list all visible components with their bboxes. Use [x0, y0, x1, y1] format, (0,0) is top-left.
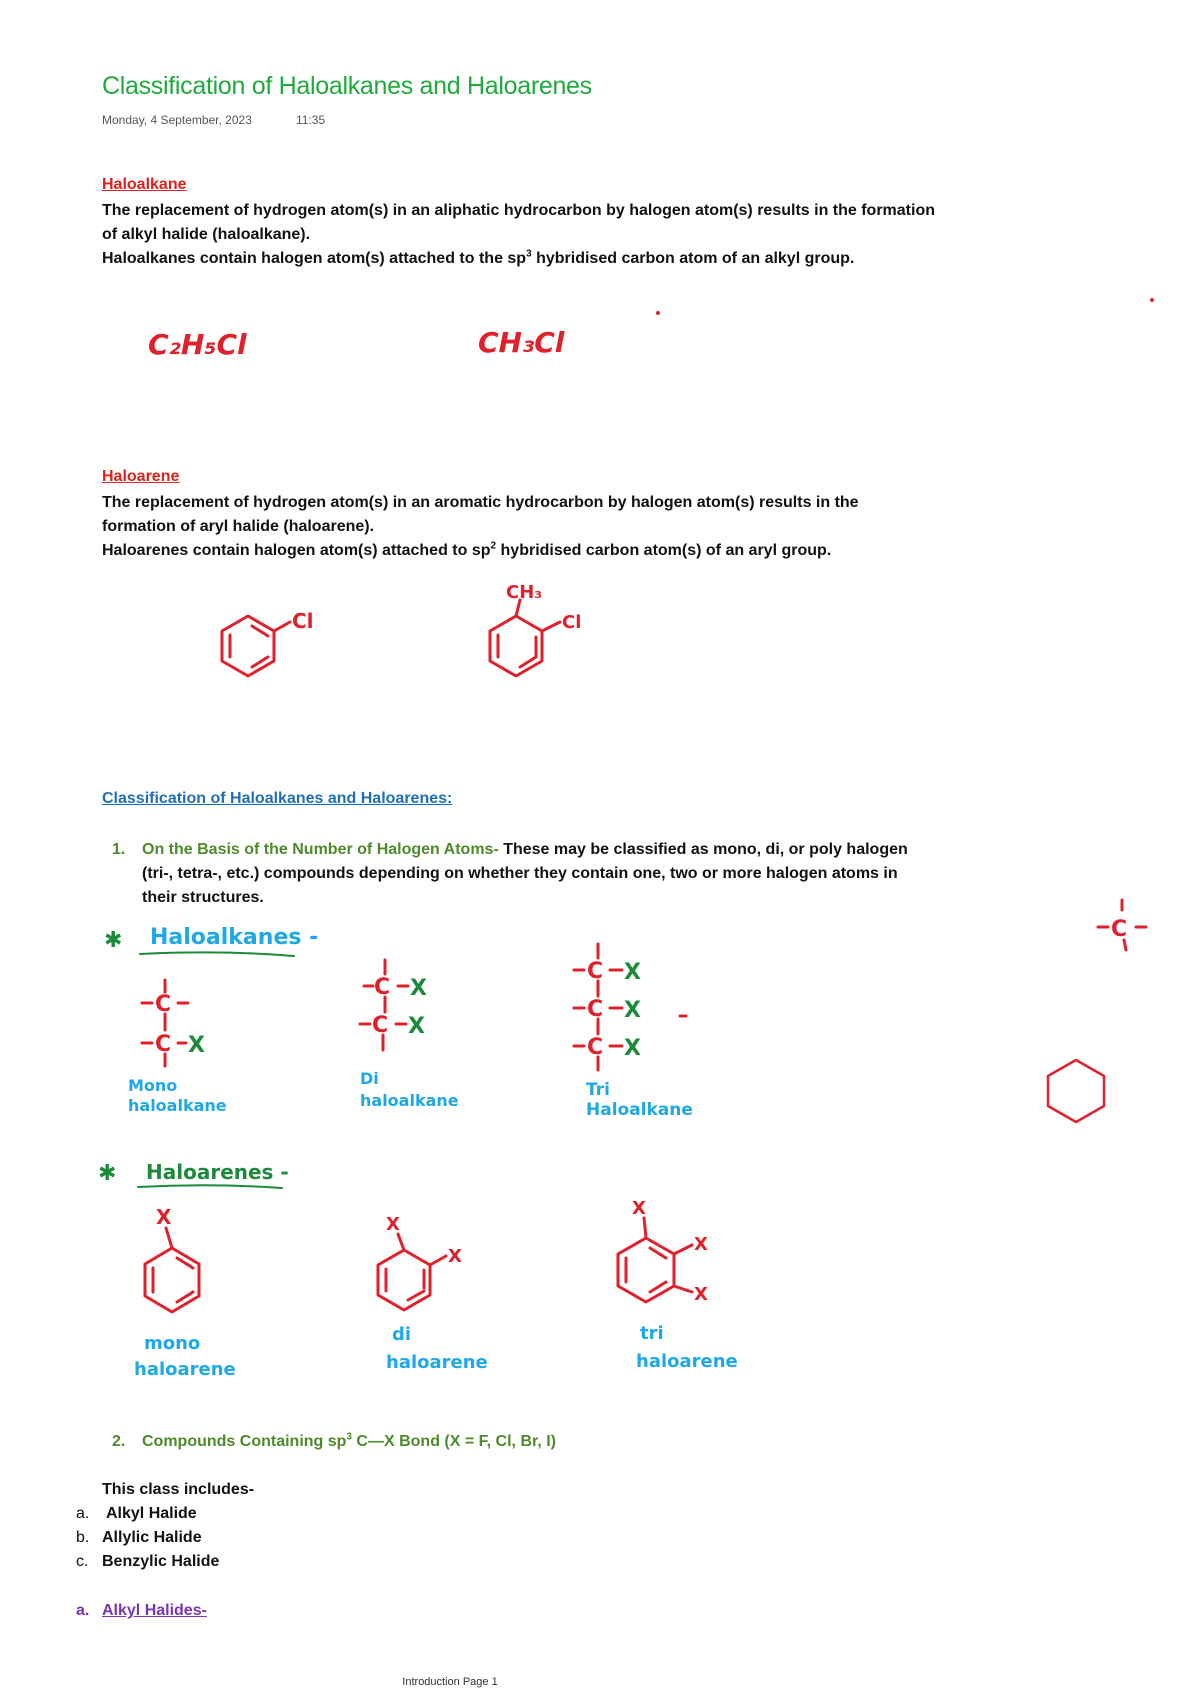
haloalkane-heading: Haloalkane	[102, 176, 187, 193]
item-1-number: 1.	[112, 841, 126, 858]
example-ch3cl: CH₃Cl	[478, 326, 565, 359]
haloalkane-line-1: The replacement of hydrogen atom(s) in an aliphatic hydrocarbon by halogen atom(s) results in the formation	[102, 202, 935, 219]
halogen-x-label: X	[694, 1234, 708, 1255]
item-2-text-a: Compounds Containing sp	[142, 1433, 347, 1450]
list-text: Allylic Halide	[102, 1529, 202, 1546]
halogen-x-label: X	[408, 1014, 425, 1039]
carbon-label: C	[1111, 917, 1128, 942]
item-1-text-1: These may be classified as mono, di, or poly halogen	[498, 841, 908, 858]
bond	[398, 1234, 404, 1250]
label-line: Tri	[586, 1080, 610, 1100]
chlorobenzene-structure	[222, 616, 290, 676]
includes-text: This class includes-	[102, 1481, 255, 1498]
chlorotoluene-structure	[490, 600, 560, 676]
label-line: di	[392, 1324, 412, 1345]
list-marker: c.	[76, 1553, 89, 1570]
halogen-x-label: X	[448, 1246, 462, 1267]
carbon-label: C	[587, 959, 604, 984]
halogen-x-label: X	[188, 1033, 205, 1058]
text-span: Haloarenes contain halogen atom(s) attached to sp	[102, 542, 491, 559]
halogen-x-label: X	[624, 1036, 641, 1061]
label-line: Mono	[128, 1076, 178, 1095]
star-icon: ✱	[104, 928, 123, 953]
cl-label: Cl	[292, 609, 314, 633]
label-line: mono	[144, 1333, 201, 1354]
superscript: 2	[490, 540, 497, 552]
haloalkanes-subheading: Haloalkanes -	[150, 925, 319, 950]
label-line: haloarene	[636, 1351, 738, 1372]
halogen-x-label: X	[632, 1198, 646, 1219]
list-text: Benzylic Halide	[102, 1553, 220, 1570]
text-span: Haloalkanes contain halogen atom(s) attached to the sp	[102, 250, 527, 267]
superscript: 3	[346, 1431, 352, 1443]
page-date: Monday, 4 September, 2023	[102, 113, 252, 127]
list-text: Alkyl Halide	[106, 1505, 197, 1522]
haloalkane-line-2: of alkyl halide (haloalkane).	[102, 226, 311, 243]
bond	[674, 1245, 692, 1254]
label-line: haloalkane	[360, 1091, 459, 1110]
mono-haloarene-structure	[145, 1228, 199, 1312]
haloarene-line-2: formation of aryl halide (haloarene).	[102, 518, 375, 535]
bond	[644, 1218, 646, 1238]
margin-hexagon-sketch	[1048, 1060, 1104, 1122]
bond	[674, 1286, 692, 1292]
bond	[166, 1228, 172, 1248]
carbon-label: C	[372, 1013, 389, 1038]
example-c2h5cl: C₂H₅Cl	[148, 328, 247, 361]
text-span: hybridised carbon atom of an alkyl group.	[531, 250, 855, 267]
ch3-label: CH₃	[506, 582, 543, 603]
classification-heading: Classification of Haloalkanes and Haloarenes:	[102, 790, 453, 807]
bond	[430, 1256, 446, 1265]
label-line: haloarene	[134, 1359, 236, 1380]
label-line: haloarene	[386, 1352, 488, 1373]
list-marker: a.	[76, 1602, 90, 1619]
bond	[274, 622, 290, 631]
carbon-label: C	[155, 992, 172, 1017]
carbon-label: C	[587, 1035, 604, 1060]
list-marker: a.	[76, 1505, 90, 1522]
item-1-text-3: their structures.	[142, 889, 264, 906]
list-marker: b.	[76, 1529, 90, 1546]
label-line: tri	[640, 1323, 664, 1344]
carbon-label: C	[374, 975, 391, 1000]
halogen-x-label: X	[694, 1284, 708, 1305]
di-haloarene-structure	[378, 1234, 446, 1310]
label-line: Haloalkane	[586, 1100, 693, 1120]
stray-dot	[656, 311, 660, 315]
item-1-label: On the Basis of the Number of Halogen Atoms-	[142, 841, 499, 858]
alkyl-halides-label: Alkyl Halides-	[102, 1602, 207, 1619]
underline	[138, 1185, 282, 1188]
carbon-label: C	[587, 997, 604, 1022]
cl-label: Cl	[562, 612, 582, 633]
item-2-number: 2.	[112, 1433, 126, 1450]
star-icon: ✱	[98, 1161, 117, 1186]
halogen-x-label: X	[624, 960, 641, 985]
halogen-x-label: X	[386, 1214, 400, 1235]
haloarene-line-1: The replacement of hydrogen atom(s) in an aromatic hydrocarbon by halogen atom(s) results in the	[102, 494, 859, 511]
haloarene-heading: Haloarene	[102, 468, 180, 485]
item-2-text-b: C—X Bond (X = F, Cl, Br, I)	[351, 1433, 556, 1450]
underline	[140, 952, 294, 956]
text-span: hybridised carbon atom(s) of an aryl group.	[496, 542, 832, 559]
halogen-x-label: X	[410, 976, 427, 1001]
page-footer: Introduction Page 1	[402, 1676, 498, 1688]
label-line: Di	[360, 1069, 379, 1088]
superscript: 3	[526, 248, 532, 260]
halogen-x-label: X	[156, 1205, 172, 1229]
halogen-x-label: X	[624, 998, 641, 1023]
carbon-label: C	[155, 1032, 172, 1057]
stray-dot	[1150, 298, 1154, 302]
label-line: haloalkane	[128, 1096, 227, 1115]
page-title: Classification of Haloalkanes and Haloarenes	[102, 72, 592, 100]
page-time: 11:35	[296, 113, 326, 127]
haloarenes-subheading: Haloarenes -	[146, 1160, 289, 1184]
item-1-text-2: (tri-, tetra-, etc.) compounds depending on whether they contain one, two or more halogen atoms in	[142, 865, 898, 882]
tri-haloarene-structure	[618, 1218, 692, 1302]
bond	[542, 622, 560, 631]
